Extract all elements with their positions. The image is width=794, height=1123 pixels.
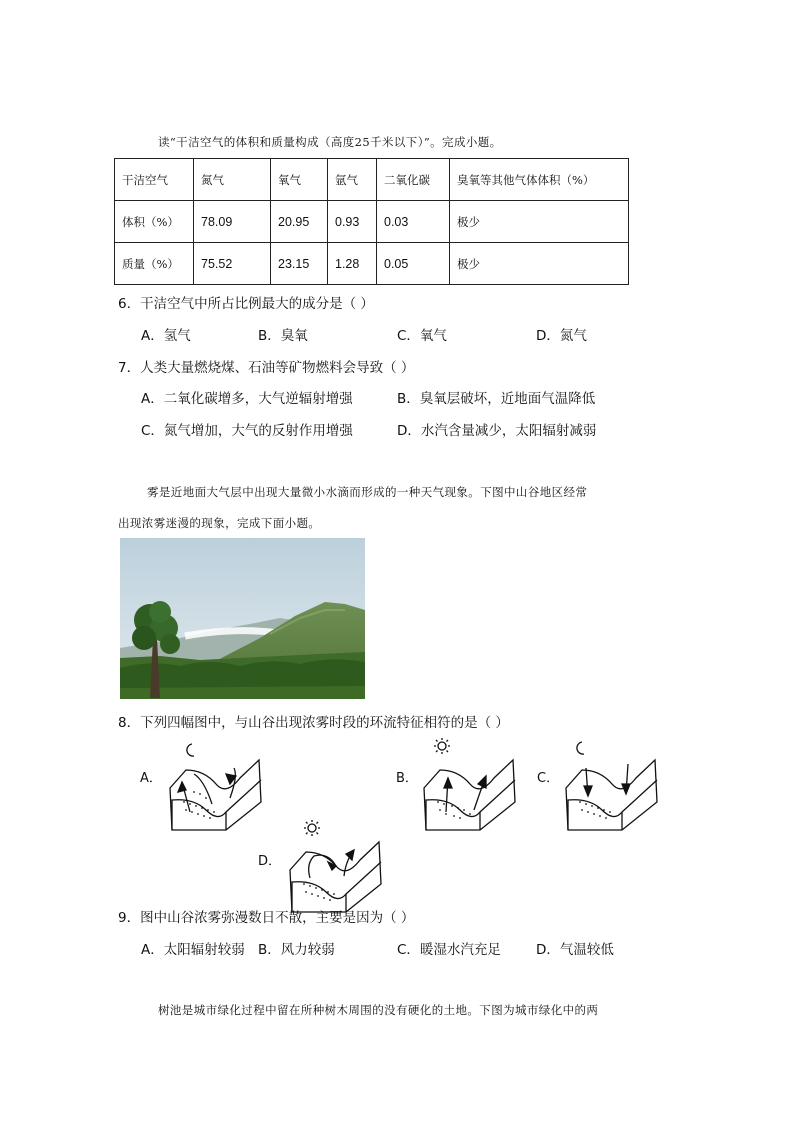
table-header-cell: 臭氧等其他气体体积（%）	[450, 159, 629, 201]
passage-intro-2-line-2: 出现浓雾迷漫的现象，完成下面小题。	[118, 516, 321, 530]
diagram-c-label[interactable]: C．	[537, 771, 560, 786]
table-cell: 0.03	[377, 201, 450, 243]
air-composition-table	[114, 158, 629, 285]
valley-diagram-d[interactable]	[284, 818, 384, 918]
table-header-cell: 氧气	[271, 159, 328, 201]
question-9-stem: 9．图中山谷浓雾弥漫数日不散，主要是因为（ ）	[118, 910, 415, 926]
table-cell: 78.09	[194, 201, 271, 243]
table-cell: 20.95	[271, 201, 328, 243]
question-9-option-d[interactable]: D．气温较低	[536, 942, 614, 958]
question-7-option-a[interactable]: A．二氧化碳增多，大气逆辐射增强	[141, 391, 353, 407]
valley-diagram-c[interactable]	[560, 738, 660, 838]
table-row	[115, 243, 629, 285]
table-cell: 极少	[450, 243, 629, 285]
question-9-option-c[interactable]: C．暖湿水汽充足	[397, 942, 501, 958]
valley-diagram-a[interactable]	[164, 740, 264, 840]
table-cell: 23.15	[271, 243, 328, 285]
diagram-d-label[interactable]: D．	[258, 854, 282, 869]
question-7-stem: 7．人类大量燃烧煤、石油等矿物燃料会导致（ ）	[118, 360, 415, 376]
question-6-option-c[interactable]: C．氧气	[397, 328, 447, 344]
question-6-option-a[interactable]: A．氢气	[141, 328, 191, 344]
passage-intro-1: 读“干洁空气的体积和质量构成（高度25千米以下）”。完成小题。	[158, 135, 502, 149]
question-7-option-c[interactable]: C．氮气增加，大气的反射作用增强	[141, 423, 353, 439]
diagram-a-label[interactable]: A．	[140, 771, 162, 786]
sun-icon	[304, 820, 320, 836]
table-cell: 0.93	[328, 201, 377, 243]
question-8-stem: 8．下列四幅图中，与山谷出现浓雾时段的环流特征相符的是（ ）	[118, 715, 509, 731]
question-7-option-d[interactable]: D．水汽含量减少，太阳辐射减弱	[397, 423, 597, 439]
table-header-cell: 氮气	[194, 159, 271, 201]
diagram-b-label[interactable]: B．	[396, 771, 418, 786]
table-cell: 75.52	[194, 243, 271, 285]
question-9-option-a[interactable]: A．太阳辐射较弱	[141, 942, 245, 958]
table-cell: 极少	[450, 201, 629, 243]
foggy-valley-photo	[120, 538, 365, 699]
table-cell: 质量（%）	[115, 243, 194, 285]
question-6-option-d[interactable]: D．氮气	[536, 328, 587, 344]
question-6-stem: 6．干洁空气中所占比例最大的成分是（ ）	[118, 296, 374, 312]
passage-intro-2-line-1: 雾是近地面大气层中出现大量微小水滴而形成的一种天气现象。下图中山谷地区经常	[147, 485, 588, 499]
table-header-cell: 干洁空气	[115, 159, 194, 201]
table-header-row	[115, 159, 629, 201]
table-cell: 1.28	[328, 243, 377, 285]
table-header-cell: 氩气	[328, 159, 377, 201]
table-cell: 体积（%）	[115, 201, 194, 243]
sun-icon	[434, 738, 450, 754]
table-header-cell: 二氧化碳	[377, 159, 450, 201]
question-7-option-b[interactable]: B．臭氧层破坏，近地面气温降低	[397, 391, 596, 407]
moon-icon	[577, 742, 584, 754]
question-9-option-b[interactable]: B．风力较弱	[258, 942, 335, 958]
table-cell: 0.05	[377, 243, 450, 285]
question-6-option-b[interactable]: B．臭氧	[258, 328, 308, 344]
table-row	[115, 201, 629, 243]
passage-intro-3: 树池是城市绿化过程中留在所种树木周围的没有硬化的土地。下图为城市绿化中的两	[158, 1003, 599, 1017]
moon-icon	[187, 744, 194, 756]
valley-diagram-b[interactable]	[418, 736, 518, 836]
